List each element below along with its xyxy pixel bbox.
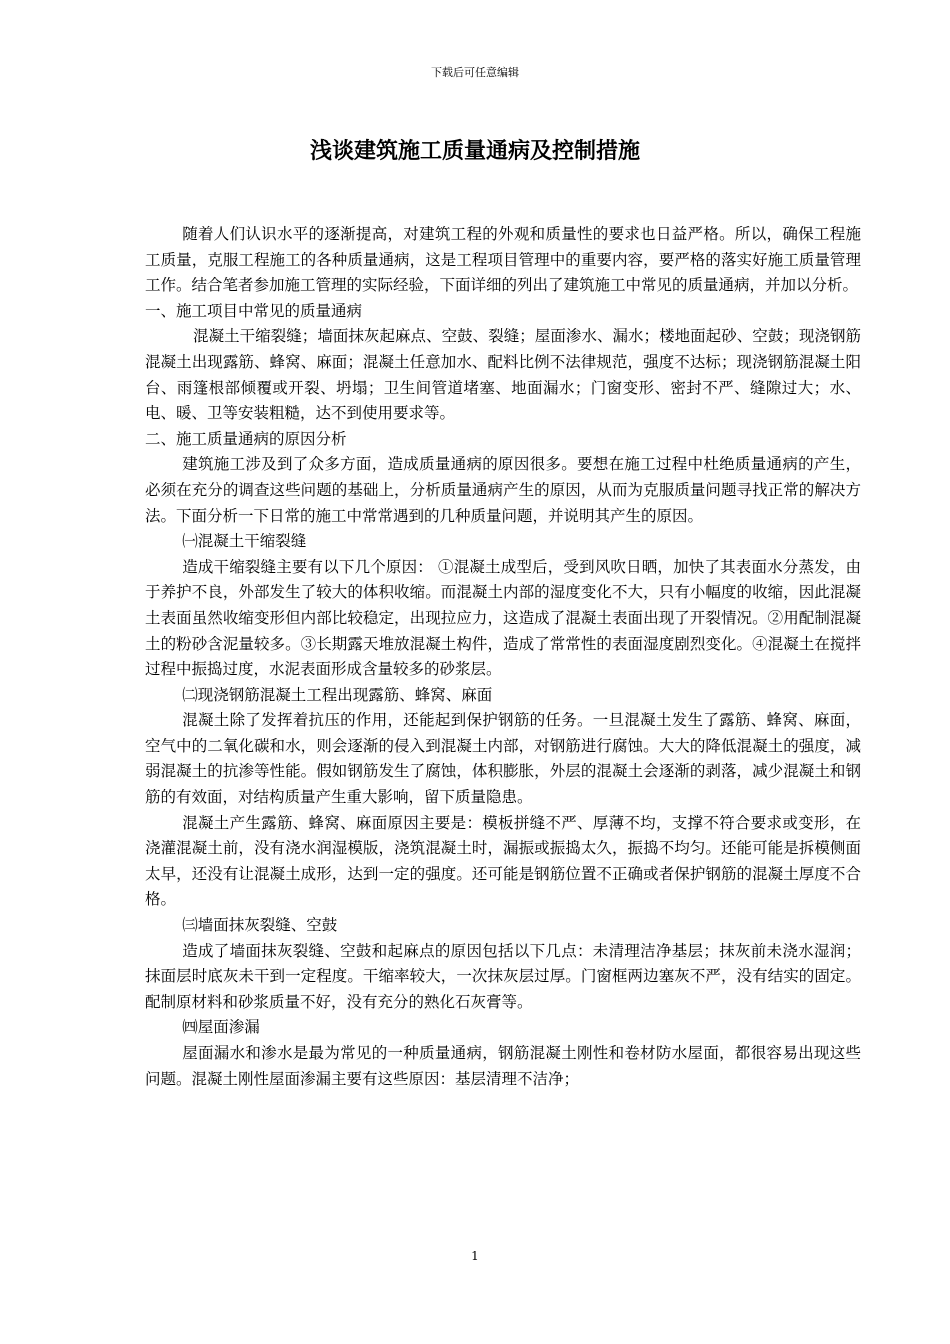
paragraph-exposed-rebar-effects: 混凝土除了发挥着抗压的作用，还能起到保护钢筋的任务。一旦混凝土发生了露筋、蜂窝、麻面，空气中的二氧化碳和水，则会逐渐的侵入到混凝土内部，对钢筋进行腐蚀。大大的降低混凝土的强度，减弱混凝土的抗渗等性能。假如钢筋发生了腐蚀，体积膨胀，外层的混凝土会逐渐的剥落，减少混凝土和钢筋的有效面，对结构质量产生重大影响，留下质量隐患。 [145, 711, 861, 807]
subheading-exposed-rebar: ㈡现浇钢筋混凝土工程出现露筋、蜂窝、麻面 [182, 685, 493, 704]
header-note: 下载后可任意编辑 [431, 66, 519, 79]
paragraph-common-defects: 混凝土干缩裂缝；墙面抹灰起麻点、空鼓、裂缝；屋面渗水、漏水；楼地面起砂、空鼓；现浇钢筋混凝土出现露筋、蜂窝、麻面；混凝土任意加水、配料比例不法律规范，强度不达标；现浇钢筋混凝土阳台、雨篷根部倾覆或开裂、坍塌；卫生间管道堵塞、地面漏水；门窗变形、密封不严、缝隙过大；水、电、暖、卫等安装粗糙，达不到使用要求等。 [145, 327, 861, 423]
paragraph-roof-leakage: 屋面漏水和渗水是最为常见的一种质量通病，钢筋混凝土刚性和卷材防水屋面，都很容易出现这些问题。混凝土刚性屋面渗漏主要有这些原因：基层清理不洁净； [145, 1044, 861, 1088]
subheading-roof-leakage: ㈣屋面渗漏 [182, 1018, 260, 1037]
subheading-shrinkage-cracks: ㈠混凝土干缩裂缝 [182, 532, 307, 551]
paragraph-intro: 随着人们认识水平的逐渐提高，对建筑工程的外观和质量性的要求也日益严格。所以，确保工程施工质量，克服工程施工的各种质量通病，这是工程项目管理中的重要内容，要严格的落实好施工质量管理工作。结合笔者参加施工管理的实际经验，下面详细的列出了建筑施工中常见的质量通病，并加以分析。 [145, 225, 861, 295]
paragraph-plaster-causes: 造成了墙面抹灰裂缝、空鼓和起麻点的原因包括以下几点：未清理洁净基层；抹灰前未浇水湿润；抹面层时底灰未干到一定程度。干缩率较大，一次抹灰层过厚。门窗框两边塞灰不严，没有结实的固定。配制原材料和砂浆质量不好，没有充分的熟化石灰膏等。 [145, 941, 861, 1011]
document-body [145, 222, 861, 1092]
section-heading-2: 二、施工质量通病的原因分析 [145, 429, 347, 448]
section-heading-1: 一、施工项目中常见的质量通病 [145, 301, 363, 320]
paragraph-cause-overview: 建筑施工涉及到了众多方面，造成质量通病的原因很多。要想在施工过程中杜绝质量通病的产生，必须在充分的调查这些问题的基础上，分析质量通病产生的原因，从而为克服质量问题寻找正常的解决方法。下面分析一下日常的施工中常常遇到的几种质量问题，并说明其产生的原因。 [145, 455, 861, 525]
page-number: 1 [471, 1249, 479, 1263]
paragraph-shrinkage-causes: 造成干缩裂缝主要有以下几个原因： ①混凝土成型后，受到风吹日晒，加快了其表面水分蒸发，由于养护不良，外部发生了较大的体积收缩。而混凝土内部的湿度变化不大，只有小幅度的收缩，因此混凝土表面虽然收缩变形但内部比较稳定，出现拉应力，这造成了混凝土表面出现了开裂情况。②用配制混凝土的粉砂含泥量较多。③长期露天堆放混凝土构件，造成了常常性的表面湿度剧烈变化。④混凝土在搅拌过程中振捣过度，水泥表面形成含量较多的砂浆层。 [145, 557, 861, 679]
subheading-plaster-cracks: ㈢墙面抹灰裂缝、空鼓 [182, 916, 338, 935]
document-title: 浅谈建筑施工质量通病及控制措施 [309, 138, 640, 164]
paragraph-exposed-rebar-causes: 混凝土产生露筋、蜂窝、麻面原因主要是：模板拼缝不严、厚薄不均，支撑不符合要求或变形，在浇灌混凝土前，没有浇水润湿模版，浇筑混凝土时，漏振或振捣太久，振捣不均匀。还能可能是拆模侧面太早，还没有让混凝土成形，达到一定的强度。还可能是钢筋位置不正确或者保护钢筋的混凝土厚度不合格。 [145, 813, 861, 909]
